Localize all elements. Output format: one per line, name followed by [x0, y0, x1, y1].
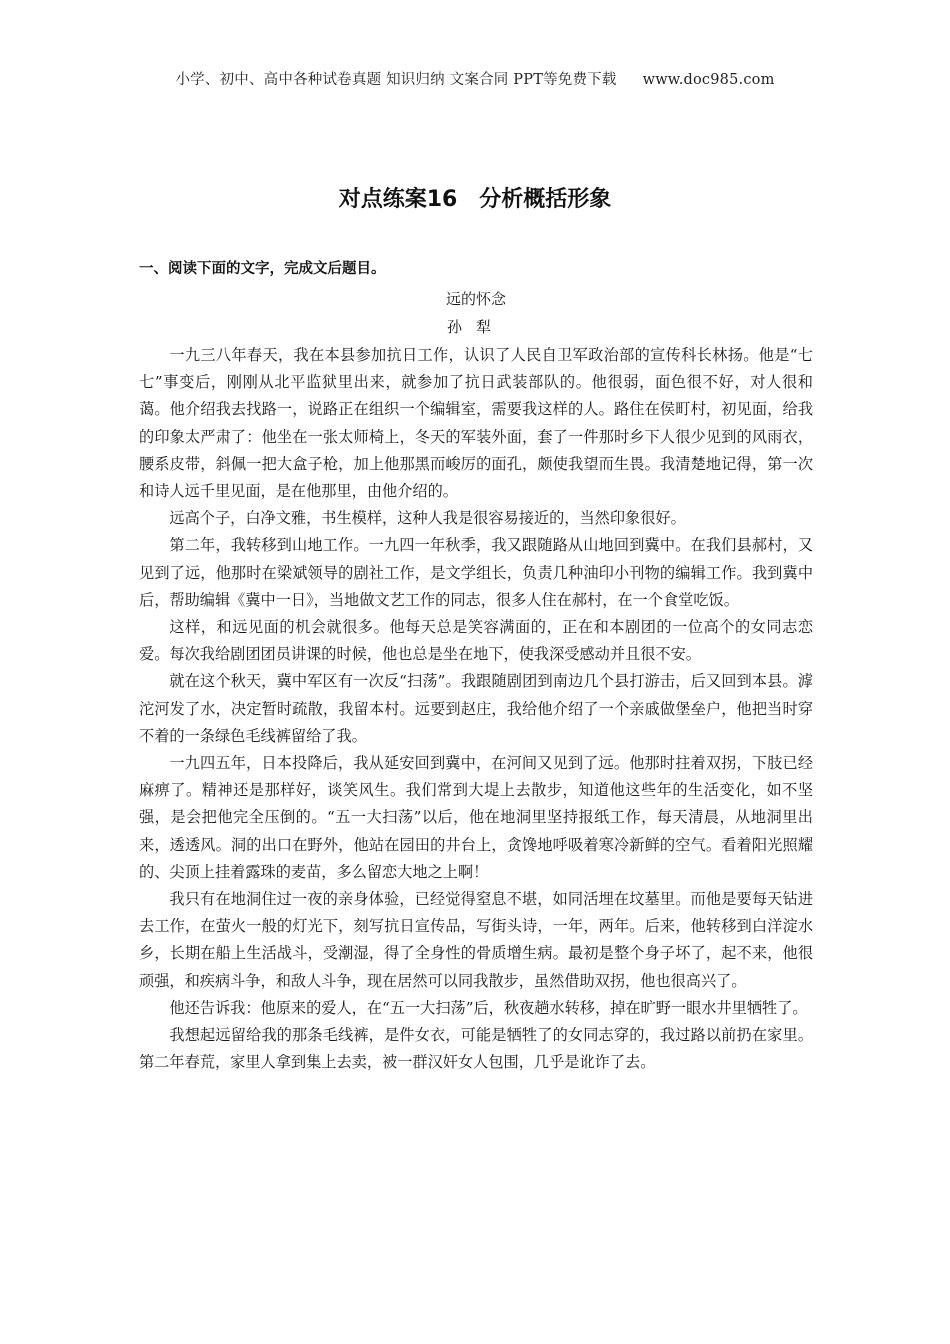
essay-author: 孙犁: [446, 318, 505, 336]
header-text: 小学、初中、高中各种试卷真题 知识归纳 文案合同 PPT等免费下载: [175, 72, 617, 88]
essay-title: 远的怀念: [445, 290, 506, 308]
header-site-link[interactable]: www.doc985.com: [642, 72, 775, 88]
page-header: [0, 68, 950, 89]
paragraph: 一九三八年春天，我在本县参加抗日工作，认识了人民自卫军政治部的宣传科长林扬。他是“七七”事变后，刚刚从北平监狱里出来，就参加了抗日武装部队的。他很弱，面色很不好，对人很和蔼。他介绍我去找路一，说路正在组织一个编辑室，需要我这样的人。路住在侯町村，初见面，给我的印象太严肃了：他坐在一张太师椅上，冬天的军装外面，套了一件那时乡下人很少见到的风雨衣，腰系皮带，斜佩一把大盒子枪，加上他那黑而峻厉的面孔，颇使我望而生畏。我清楚地记得，第一次和诗人远千里见面，是在他那里，由他介绍的。: [139, 346, 813, 501]
section-heading: 一、阅读下面的文字，完成文后题目。: [139, 261, 386, 277]
page-title: 对点练案16 分析概括形象: [338, 187, 612, 212]
paragraph: 第二年，我转移到山地工作。一九四一年秋季，我又跟随路从山地回到冀中。在我们县郝村，又见到了远，他那时在梁斌领导的剧社工作，是文学组长，负责几种油印小刊物的编辑工作。我到冀中后，帮助编辑《冀中一日》，当地做文艺工作的同志，很多人住在郝村，在一个食堂吃饭。: [139, 536, 813, 609]
paragraph: 我只有在地洞住过一夜的亲身体验，已经觉得窒息不堪，如同活埋在坟墓里。而他是要每天钻进去工作，在萤火一般的灯光下，刻写抗日宣传品，写街头诗，一年，两年。后来，他转移到白洋淀水乡，长期在船上生活战斗，受潮湿，得了全身性的骨质增生病。最初是整个身子坏了，起不来，他很顽强，和疾病斗争，和敌人斗争，现在居然可以同我散步，虽然借助双拐，他也很高兴了。: [139, 890, 813, 990]
paragraph: 我想起远留给我的那条毛线裤，是件女衣，可能是牺牲了的女同志穿的，我过路以前扔在家里。第二年春荒，家里人拿到集上去卖，被一群汉奸女人包围，几乎是讹诈了去。: [139, 1026, 813, 1072]
paragraph: 远高个子，白净文雅，书生模样，这种人我是很容易接近的，当然印象很好。: [169, 509, 686, 528]
paragraph: 这样，和远见面的机会就很多。他每天总是笑容满面的，正在和本剧团的一位高个的女同志恋爱。每次我给剧团团员讲课的时候，他也总是坐在地下，使我深受感动并且很不安。: [139, 618, 813, 664]
paragraph: 他还告诉我：他原来的爱人，在“五一大扫荡”后，秋夜趟水转移，掉在旷野一眼水井里牺牲了。: [169, 998, 808, 1017]
document-body: [139, 258, 813, 1076]
paragraph: 一九四五年，日本投降后，我从延安回到冀中，在河间又见到了远。他那时拄着双拐，下肢已经麻痹了。精神还是那样好，谈笑风生。我们常到大堤上去散步，知道他这些年的生活变化，如不坚强，是会把他完全压倒的。“五一大扫荡”以后，他在地洞里坚持报纸工作，每天清晨，从地洞里出来，透透风。洞的出口在野外，他站在园田的井台上，贪馋地呼吸着寒冷新鲜的空气。看着阳光照耀的、尖顶上挂着露珠的麦苗，多么留恋大地之上啊！: [139, 754, 813, 881]
paragraph: 就在这个秋天，冀中军区有一次反“扫荡”。我跟随剧团到南边几个县打游击，后又回到本县。滹沱河发了水，决定暂时疏散，我留本村。远要到赵庄，我给他介绍了一个亲戚做堡垒户，他把当时穿不着的一条绿色毛线裤留给了我。: [139, 672, 813, 745]
